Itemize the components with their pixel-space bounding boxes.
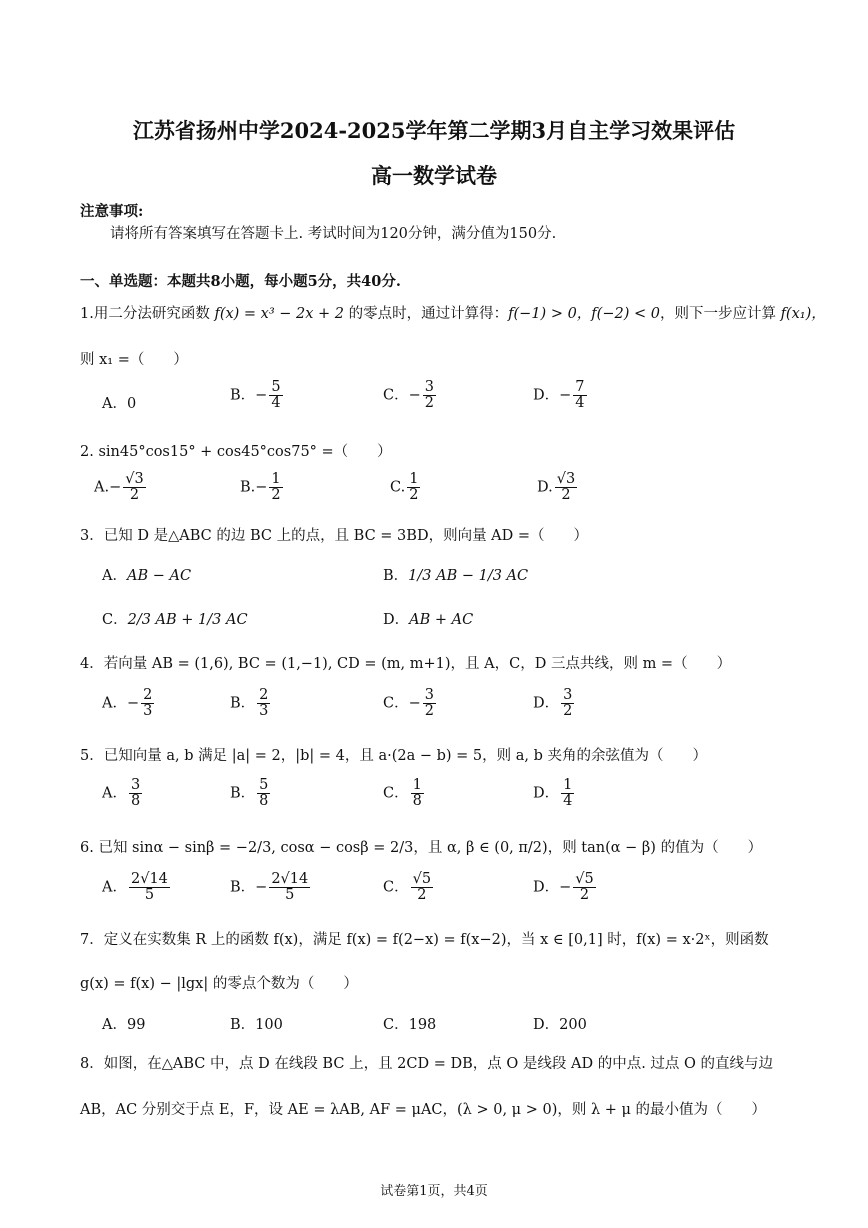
denominator: 4 <box>575 395 585 412</box>
q6-option-a[interactable] <box>102 872 172 903</box>
fraction <box>269 872 310 903</box>
question-6 <box>80 836 762 857</box>
numerator: 3 <box>563 687 573 703</box>
q1-option-d[interactable] <box>533 380 589 411</box>
numerator: 1 <box>412 777 422 793</box>
page-footer: 试卷第1页，共4页 <box>380 1184 488 1199</box>
option-value: 198 <box>408 1017 437 1033</box>
q6-option-d[interactable] <box>533 872 598 903</box>
q6-option-b[interactable] <box>230 872 312 903</box>
numerator: 2 <box>143 687 153 703</box>
q1-line2: 则 x₁ =（ ） <box>80 352 188 368</box>
q5-text: 已知向量 a, b 满足 |a| = 2，|b| = 4，且 a·(2a − b) = 5，则 a, b 夹角的余弦值为（ ） <box>103 748 708 764</box>
denominator: 4 <box>563 793 573 810</box>
option-label: D． <box>533 879 560 896</box>
denominator: 2 <box>424 703 434 720</box>
section-heading: 一、单选题：本题共8小题，每小题5分，共40分. <box>80 273 401 290</box>
option-sign: − <box>559 879 572 896</box>
q1-text-c: ，则下一步应计算 <box>659 306 776 322</box>
numerator: 2 <box>259 687 269 703</box>
option-label: C． <box>383 1017 409 1033</box>
option-label: D． <box>533 1017 560 1033</box>
question-number: 8． <box>80 1056 104 1072</box>
denominator: 5 <box>144 887 155 904</box>
question-number: 2. <box>80 444 94 460</box>
option-sign: − <box>255 479 268 496</box>
option-label: D． <box>383 612 410 628</box>
option-label: B. <box>240 479 256 496</box>
denominator: 2 <box>409 487 419 504</box>
numerator: 1 <box>563 777 573 793</box>
option-sign: − <box>408 695 421 712</box>
question-4 <box>80 652 731 673</box>
fraction <box>269 380 282 411</box>
question-5 <box>80 744 707 765</box>
fraction <box>141 688 154 719</box>
q4-option-d[interactable] <box>533 688 576 719</box>
option-sign: − <box>255 387 268 404</box>
q2-option-c[interactable] <box>390 472 422 503</box>
option-label: C． <box>383 879 409 896</box>
numerator: √5 <box>575 871 594 887</box>
page-title: 江苏省扬州中学2024-2025学年第二学期3月自主学习效果评估 <box>132 118 736 143</box>
option-value: AB − AC <box>126 568 192 584</box>
fraction <box>129 872 170 903</box>
option-label: A． <box>102 396 127 412</box>
q4-text: 若向量 AB = (1,6), BC = (1,−1), CD = (m, m+1)，且 A，C，D 三点共线，则 m =（ ） <box>103 656 732 672</box>
q3-option-d[interactable] <box>383 608 473 629</box>
fraction <box>257 688 270 719</box>
q1-option-b[interactable] <box>230 380 285 411</box>
numerator: 2√14 <box>130 871 168 887</box>
option-value: 0 <box>126 396 137 412</box>
option-label: A． <box>102 785 127 802</box>
q5-option-a[interactable] <box>102 778 144 809</box>
q2-text: sin45°cos15° + cos45°cos75° =（ ） <box>98 444 392 460</box>
q1-text-a: 用二分法研究函数 <box>93 306 210 322</box>
q4-option-a[interactable] <box>102 688 156 719</box>
option-sign: − <box>408 387 421 404</box>
numerator: 3 <box>130 777 141 793</box>
fraction <box>555 472 577 503</box>
option-value: 1/3 AB − 1/3 AC <box>408 568 529 584</box>
option-label: D． <box>533 785 560 802</box>
option-label: A． <box>102 695 127 712</box>
numerator: √5 <box>412 871 432 887</box>
option-label: C． <box>383 387 409 404</box>
question-7 <box>80 928 769 949</box>
numerator: 3 <box>424 379 434 395</box>
denominator: 3 <box>259 703 269 720</box>
notice-text: 请将所有答案填写在答题卡上. 考试时间为120分钟，满分值为150分. <box>110 226 557 242</box>
option-value: 100 <box>255 1017 283 1033</box>
option-sign: − <box>126 695 140 712</box>
denominator: 2 <box>417 887 427 904</box>
q7-option-a[interactable] <box>102 1013 145 1034</box>
q1-text-b: 的零点时，通过计算得： <box>348 306 509 322</box>
option-sign: − <box>109 479 122 496</box>
numerator: 5 <box>259 777 269 793</box>
numerator: 1 <box>271 471 281 487</box>
q8-line1: 如图，在△ABC 中，点 D 在线段 BC 上，且 2CD = DB，点 O 是线段 AD 的中点. 过点 O 的直线与边 <box>103 1056 774 1072</box>
question-2 <box>80 440 392 461</box>
q3-option-c[interactable] <box>102 608 248 629</box>
q5-option-d[interactable] <box>533 778 576 809</box>
question-number: 3． <box>80 528 104 544</box>
numerator: 3 <box>424 687 434 703</box>
q3-option-b[interactable] <box>383 564 528 585</box>
fraction <box>423 688 436 719</box>
option-label: D． <box>533 695 560 712</box>
fraction <box>269 472 282 503</box>
q1-condition: f(−1) > 0，f(−2) < 0 <box>508 306 660 322</box>
option-label: A． <box>102 568 127 584</box>
option-label: B． <box>230 695 256 712</box>
denominator: 2 <box>129 487 140 504</box>
fraction <box>411 778 424 809</box>
denominator: 8 <box>130 793 141 810</box>
q1-function: f(x) = x³ − 2x + 2 <box>214 306 345 322</box>
question-number: 4． <box>80 656 104 672</box>
denominator: 2 <box>271 487 281 504</box>
fraction <box>573 872 595 903</box>
option-label: C． <box>383 695 409 712</box>
option-label: B． <box>230 387 256 404</box>
q6-option-c[interactable] <box>383 872 435 903</box>
fraction <box>573 380 586 411</box>
q4-option-c[interactable] <box>383 688 438 719</box>
option-label: B． <box>230 785 256 802</box>
option-label: A． <box>102 1017 127 1033</box>
option-label: B． <box>230 1017 256 1033</box>
q4-option-b[interactable] <box>230 688 272 719</box>
question-number: 1. <box>80 306 94 322</box>
q1-option-c[interactable] <box>383 380 438 411</box>
denominator: 3 <box>143 703 153 720</box>
option-label: A. <box>94 479 110 496</box>
option-label: D． <box>533 387 560 404</box>
question-1 <box>80 302 826 323</box>
numerator: 7 <box>575 379 585 395</box>
fraction <box>423 380 436 411</box>
option-label: C． <box>102 612 128 628</box>
numerator: √3 <box>125 471 144 487</box>
q7-option-b[interactable] <box>230 1013 283 1034</box>
q8-line2: AB，AC 分别交于点 E，F，设 AE = λAB, AF = μAC，(λ > 0, μ > 0)，则 λ + μ 的最小值为（ ） <box>80 1102 767 1118</box>
option-value: 2/3 AB + 1/3 AC <box>127 612 248 628</box>
denominator: 8 <box>412 793 422 810</box>
fraction <box>411 872 433 903</box>
option-label: C． <box>383 785 409 802</box>
option-label: D. <box>537 479 553 496</box>
q2-option-d[interactable] <box>537 472 579 503</box>
fraction <box>561 688 574 719</box>
denominator: 8 <box>259 793 269 810</box>
fraction <box>257 778 270 809</box>
denominator: 2 <box>563 703 573 720</box>
fraction <box>123 472 145 503</box>
option-value: AB + AC <box>409 612 474 628</box>
option-label: A． <box>102 879 127 896</box>
question-number: 5． <box>80 748 104 764</box>
option-sign: − <box>559 387 572 404</box>
q5-option-b[interactable] <box>230 778 272 809</box>
denominator: 2 <box>579 887 590 904</box>
fraction <box>561 778 574 809</box>
question-number: 7． <box>80 932 104 948</box>
numerator: √3 <box>556 471 576 487</box>
notice-heading: 注意事项: <box>80 203 144 220</box>
q7-option-c[interactable] <box>383 1013 436 1034</box>
q7-line2: g(x) = f(x) − |lgx| 的零点个数为（ ） <box>80 976 358 992</box>
option-label: C. <box>390 479 406 496</box>
option-value: 200 <box>559 1017 587 1033</box>
denominator: 4 <box>271 395 281 412</box>
question-number: 6. <box>80 840 94 856</box>
denominator: 2 <box>561 487 571 504</box>
q2-option-b[interactable] <box>240 472 285 503</box>
option-label: B． <box>230 879 256 896</box>
q2-option-a[interactable] <box>94 472 148 503</box>
numerator: 2√14 <box>271 871 309 887</box>
option-value: 99 <box>126 1017 146 1033</box>
denominator: 5 <box>285 887 295 904</box>
q1-next: f(x₁)， <box>780 306 826 322</box>
q3-option-a[interactable] <box>102 564 191 585</box>
q5-option-c[interactable] <box>383 778 426 809</box>
question-3 <box>80 524 588 545</box>
numerator: 1 <box>409 471 419 487</box>
option-label: B． <box>383 568 409 584</box>
fraction <box>129 778 142 809</box>
page-subtitle: 高一数学试卷 <box>371 163 497 188</box>
q6-text: 已知 sinα − sinβ = −2/3, cosα − cosβ = 2/3，且 α, β ∈ (0, π/2)，则 tan(α − β) 的值为（ ） <box>98 840 763 856</box>
q3-text: 已知 D 是△ABC 的边 BC 上的点，且 BC = 3BD，则向量 AD =（ ） <box>103 528 589 544</box>
q7-line1: 定义在实数集 R 上的函数 f(x)，满足 f(x) = f(2−x) = f(x−2)，当 x ∈ [0,1] 时，f(x) = x·2ˣ，则函数 <box>103 932 769 948</box>
denominator: 2 <box>424 395 434 412</box>
fraction <box>407 472 420 503</box>
numerator: 5 <box>271 379 281 395</box>
question-8 <box>80 1052 773 1073</box>
q7-option-d[interactable] <box>533 1013 587 1034</box>
option-sign: − <box>255 879 268 896</box>
q1-option-a[interactable] <box>102 392 136 413</box>
